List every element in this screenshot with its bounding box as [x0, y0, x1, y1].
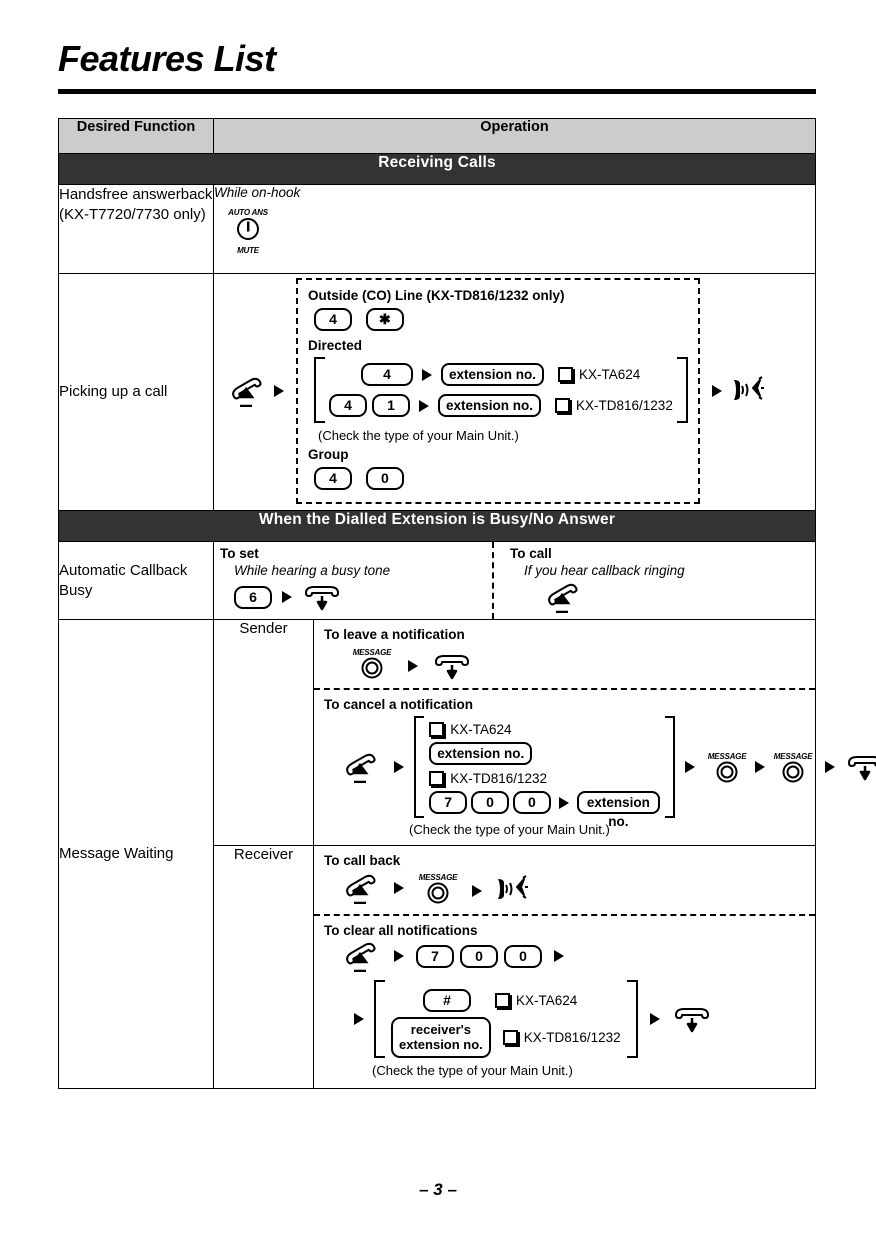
operation-cell-callback-busy: [214, 542, 816, 620]
key-0[interactable]: 0: [460, 945, 498, 968]
checkbox-kx-ta624[interactable]: [429, 722, 444, 737]
round-button-glyph: [226, 217, 270, 241]
features-table: [58, 118, 816, 1089]
message-button-icon[interactable]: [350, 648, 394, 679]
page-number: – 3 –: [419, 1180, 457, 1199]
directed-option-row-1: [329, 359, 673, 390]
model-label-kx-ta624: KX-TA624: [516, 992, 578, 1008]
to-set-condition: While hearing a busy tone: [234, 563, 391, 578]
key-4[interactable]: 4: [329, 394, 367, 417]
cancel-model-a-row: [429, 718, 660, 740]
bracket-right: [677, 357, 688, 423]
outside-line-heading: Outside (CO) Line (KX-TD816/1232 only): [308, 288, 565, 303]
sub-label-sender: Sender: [214, 620, 314, 846]
function-label-callback-busy: Automatic Callback Busy: [59, 542, 214, 620]
talking-handset-icon: [730, 376, 766, 406]
field-extension-no[interactable]: extension no.: [429, 742, 532, 765]
cancel-field-a-row: [429, 740, 660, 767]
to-set-label: To set: [220, 546, 259, 561]
section-label-receiving-calls: Receiving Calls: [59, 154, 816, 185]
table-row-handsfree: [59, 185, 816, 274]
onhook-handset-icon: [302, 583, 342, 611]
message-label: MESSAGE: [773, 751, 813, 761]
model-label-kx-ta624: KX-TA624: [579, 367, 641, 382]
section-label-busy-no-answer: When the Dialled Extension is Busy/No Answer: [59, 511, 816, 542]
bracket-right: [665, 716, 675, 818]
bracket-left: [374, 980, 385, 1058]
section-row-receiving-calls: [59, 154, 816, 185]
key-7[interactable]: 7: [429, 791, 467, 814]
offhook-handset-icon: [544, 581, 584, 613]
call-back-heading: To call back: [324, 853, 401, 868]
key-0[interactable]: 0: [366, 467, 404, 490]
table-row-callback-busy: [59, 542, 816, 620]
model-label-kx-td816-1232: KX-TD816/1232: [576, 398, 673, 413]
checkbox-kx-td816-1232[interactable]: [503, 1030, 518, 1045]
picking-up-procedure-box: [296, 278, 700, 504]
to-set-block: [214, 542, 492, 619]
key-0[interactable]: 0: [513, 791, 551, 814]
operation-cell-sender: [314, 620, 816, 846]
cancel-keys-b-row: [429, 789, 660, 829]
onhook-handset-icon: [432, 652, 472, 680]
key-4[interactable]: 4: [314, 467, 352, 490]
key-asterisk[interactable]: ✱: [366, 308, 404, 331]
handsfree-condition: While on-hook: [214, 185, 301, 200]
onhook-handset-icon: [845, 753, 876, 781]
field-extension-no[interactable]: extension no.: [438, 394, 541, 417]
checkbox-kx-ta624[interactable]: [558, 367, 573, 382]
model-label-kx-td816-1232: KX-TD816/1232: [523, 1029, 621, 1045]
auto-ans-label: AUTO ANS: [228, 208, 268, 217]
message-button-icon[interactable]: [705, 752, 749, 783]
key-6[interactable]: 6: [234, 586, 272, 609]
title-rule: [58, 89, 816, 94]
outside-line-keys: [314, 308, 688, 331]
field-receivers-extension-no[interactable]: [391, 1017, 491, 1058]
to-call-label: To call: [510, 546, 552, 561]
field-line-2: extension no.: [399, 1037, 483, 1052]
table-header-row: [59, 119, 816, 154]
cancel-model-b-row: [429, 767, 660, 789]
sub-label-receiver: Receiver: [214, 846, 314, 1089]
leave-notification-block: [314, 620, 815, 688]
table-row-picking-up: [59, 274, 816, 511]
bracket-left: [314, 357, 325, 423]
clear-notifications-heading: To clear all notifications: [324, 923, 478, 938]
function-label-picking-up: Picking up a call: [59, 274, 214, 511]
header-desired-function: Desired Function: [59, 119, 214, 154]
model-label-kx-ta624: KX-TA624: [450, 721, 512, 737]
offhook-handset-icon: [342, 940, 382, 972]
message-button-icon[interactable]: [416, 873, 460, 904]
clear-notifications-block: [314, 914, 815, 1088]
key-hash[interactable]: #: [423, 989, 471, 1012]
offhook-handset-icon: [342, 751, 382, 783]
main-unit-check-note: (Check the type of your Main Unit.): [409, 822, 610, 837]
key-0[interactable]: 0: [504, 945, 542, 968]
checkbox-kx-td816-1232[interactable]: [555, 398, 570, 413]
cancel-notification-heading: To cancel a notification: [324, 697, 474, 712]
main-unit-check-note: (Check the type of your Main Unit.): [318, 428, 519, 443]
bracket-right: [627, 980, 638, 1058]
call-back-steps: [342, 871, 815, 905]
field-extension-no[interactable]: extension no.: [577, 791, 660, 814]
function-label-handsfree: Handsfree answerback (KX-T7720/7730 only): [59, 185, 214, 274]
key-1[interactable]: 1: [372, 394, 410, 417]
message-label: MESSAGE: [352, 647, 392, 657]
to-call-block: [492, 542, 685, 619]
leave-notification-heading: To leave a notification: [324, 627, 465, 642]
page-title: Features List: [58, 38, 276, 79]
directed-heading: Directed: [308, 338, 363, 353]
bracket-left: [414, 716, 424, 818]
to-call-steps: [544, 581, 685, 613]
cancel-notification-block: [314, 688, 815, 845]
function-label-message-waiting: Message Waiting: [59, 620, 214, 1089]
section-row-busy-no-answer: [59, 511, 816, 542]
directed-option-row-2: [329, 390, 673, 421]
model-label-kx-td816-1232: KX-TD816/1232: [450, 770, 548, 786]
onhook-handset-icon: [672, 1005, 712, 1033]
offhook-handset-icon: [342, 872, 382, 904]
checkbox-kx-td816-1232[interactable]: [429, 771, 444, 786]
key-4[interactable]: 4: [361, 363, 413, 386]
operation-cell-receiver: [314, 846, 816, 1089]
header-operation: Operation: [214, 119, 816, 154]
key-4[interactable]: 4: [314, 308, 352, 331]
table-row-message-waiting-sender: [59, 620, 816, 846]
field-line-1: receiver's: [410, 1022, 471, 1037]
clear-option-b-row: [391, 1018, 621, 1056]
to-call-condition: If you hear callback ringing: [524, 563, 685, 578]
operation-cell-picking-up: [214, 274, 816, 511]
operation-cell-handsfree: [214, 185, 816, 274]
message-button-icon[interactable]: [771, 752, 815, 783]
message-label: MESSAGE: [418, 872, 458, 882]
key-0[interactable]: 0: [471, 791, 509, 814]
message-label: MESSAGE: [707, 751, 747, 761]
field-extension-no[interactable]: extension no.: [441, 363, 544, 386]
offhook-handset-icon: [228, 375, 268, 407]
clear-option-a-row: [391, 982, 621, 1018]
group-heading: Group: [308, 447, 349, 462]
main-unit-check-note: (Check the type of your Main Unit.): [372, 1063, 573, 1078]
clear-step-row-1: [342, 940, 815, 972]
call-back-block: [314, 846, 815, 914]
right-arrow-icon: [274, 385, 284, 397]
clear-step-row-2: [354, 980, 815, 1058]
checkbox-kx-ta624[interactable]: [495, 993, 510, 1008]
group-keys: [314, 467, 688, 490]
talking-handset-icon: [494, 875, 530, 905]
leave-notification-steps: [350, 646, 815, 680]
key-7[interactable]: 7: [416, 945, 454, 968]
mute-label: MUTE: [237, 246, 259, 255]
auto-ans-mute-button-icon: [226, 208, 270, 255]
to-set-steps: [234, 583, 492, 611]
